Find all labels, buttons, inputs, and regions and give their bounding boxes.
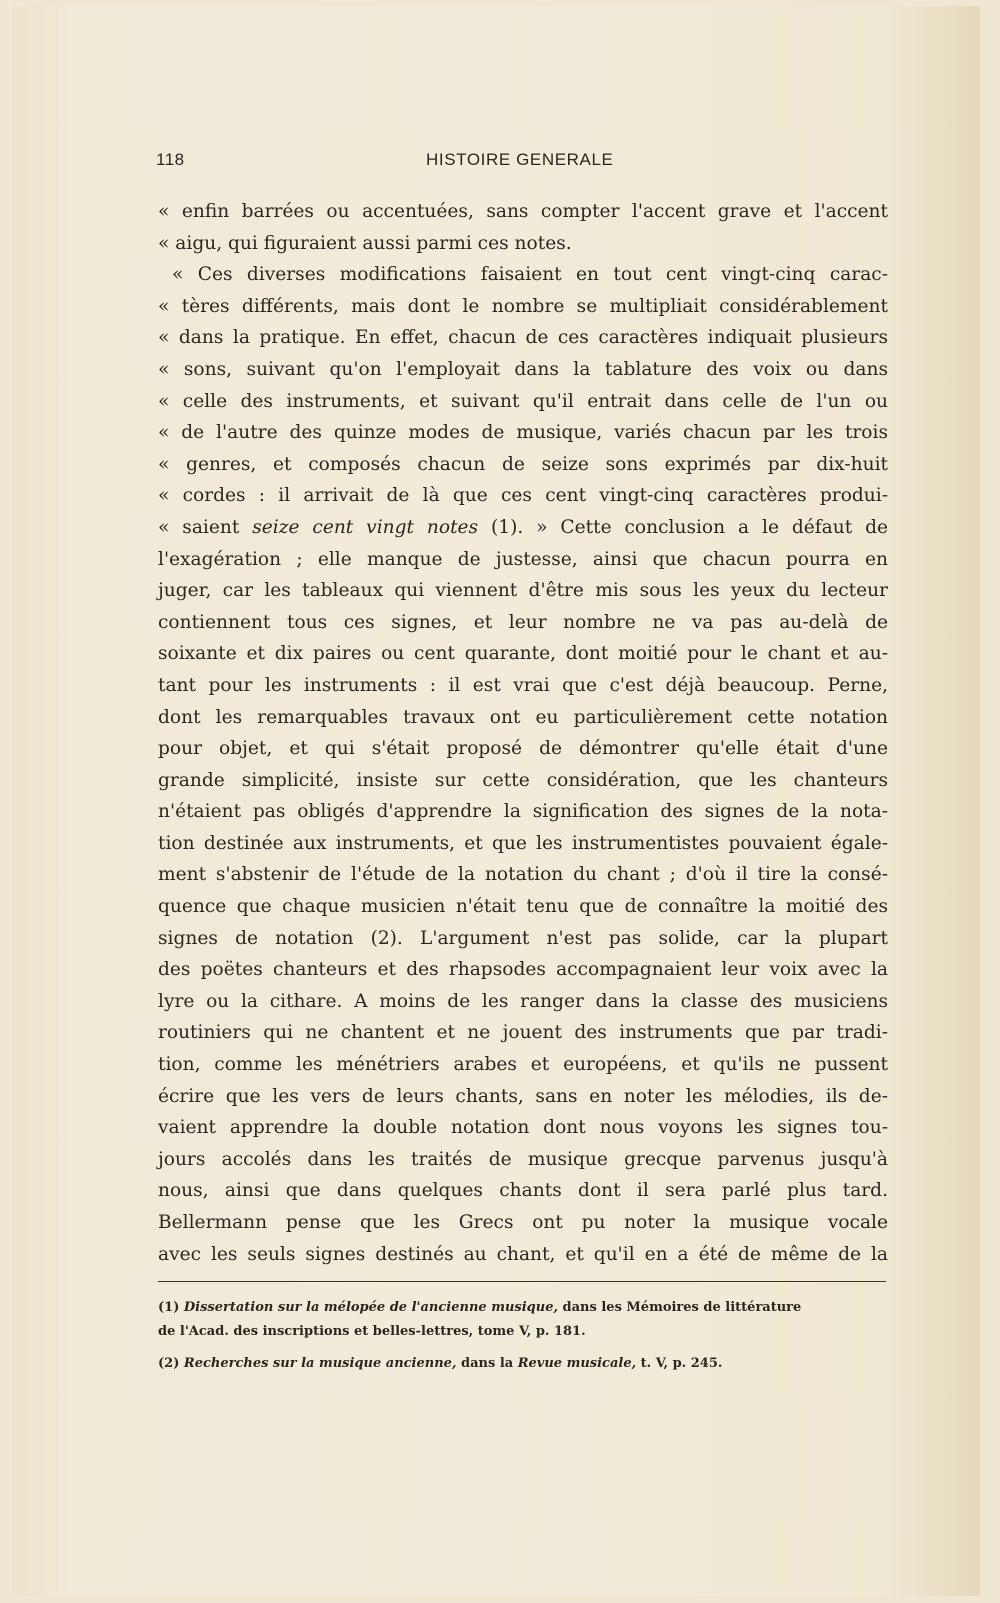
footnotes [158,1296,888,1376]
text-line: tant pour les instruments : il est vrai que c'est déjà beaucoup. Perne, [158,674,888,696]
footnote-text: t. V, p. 245. [640,1356,723,1371]
footnote-text: dans la [461,1356,514,1371]
text-line: écrire que les vers de leurs chants, sans en noter les mélodies, ils de- [158,1085,888,1107]
text-line: « aigu, qui figuraient aussi parmi ces notes. [158,232,572,254]
footnote-title: Recherches sur la musique ancienne, [183,1356,457,1371]
text-line: « cordes : il arrivait de là que ces cent vingt-cinq caractères produi- [158,485,888,507]
footnote-2 [158,1352,888,1376]
text-line: soixante et dix paires ou cent quarante, dont moitié pour le chant et au- [158,643,888,665]
text-line: « enfin barrées ou accentuées, sans compter l'accent grave et l'accent [158,201,888,222]
text-line: jours accolés dans les traités de musique grecque parvenus jusqu'à [158,1148,888,1170]
text-line-with-emphasis [158,512,888,544]
footnote-gap [158,1344,888,1352]
text-line: « celle des instruments, et suivant qu'il entrait dans celle de l'un ou [158,390,888,412]
footnote-marker: (1) [158,1300,180,1315]
footnote-text: dans les Mémoires de littérature [562,1300,802,1315]
footnote-journal: Revue musicale, [517,1356,637,1371]
text-line: tion destinée aux instruments, et que les instrumentistes pouvaient égale- [158,832,888,854]
text-line: « genres, et composés chacun de seize sons exprimés par dix-huit [158,453,888,475]
footnote-marker: (2) [158,1356,180,1371]
text-line: grande simplicité, insiste sur cette considération, que les chanteurs [158,769,888,791]
text-line: lyre ou la cithare. A moins de les ranger dans la classe des musiciens [158,990,888,1012]
page-number: 118 [156,150,185,169]
text-line: contiennent tous ces signes, et leur nombre ne va pas au-delà de [158,611,888,633]
text-line: dont les remarquables travaux ont eu particulièrement cette notation [158,706,888,728]
text-line: vaient apprendre la double notation dont nous voyons les signes tou- [158,1117,888,1139]
text-line: routiniers qui ne chantent et ne jouent des instruments que par tradi- [158,1022,888,1044]
text-line: l'exagération ; elle manque de justesse, ainsi que chacun pourra en [158,548,888,570]
footnote-1 [158,1296,888,1320]
text-line: « sons, suivant qu'on l'employait dans la tablature des voix ou dans [158,358,888,380]
footnote-title: Dissertation sur la mélopée de l'ancienne musique, [183,1300,559,1315]
text-line: tion, comme les ménétriers arabes et européens, et qu'ils ne pussent [158,1054,888,1076]
text-line: pour objet, et qui s'était proposé de démontrer qu'elle était d'une [158,738,888,760]
text-segment: « saient [158,516,240,538]
text-line: nous, ainsi que dans quelques chants dont il sera parlé plus tard. [158,1180,888,1202]
footnote-1-continuation: de l'Acad. des inscriptions et belles-lettres, tome V, p. 181. [158,1324,586,1339]
running-head: HISTOIRE GENERALE [426,150,614,169]
text-line: « de l'autre des quinze modes de musique, variés chacun par les trois [158,422,888,444]
text-line: « tères différents, mais dont le nombre se multipliait considérablement [158,295,888,317]
text-line: ment s'abstenir de l'étude de la notation du chant ; d'où il tire la consé- [158,864,888,886]
text-line: Bellermann pense que les Grecs ont pu noter la musique vocale [158,1212,888,1233]
footnote-rule [158,1281,886,1282]
text-segment: (1). » Cette conclusion a le défaut de [491,516,888,538]
text-line: juger, car les tableaux qui viennent d'être mis sous les yeux du lecteur [158,580,888,602]
text-line: des poëtes chanteurs et des rhapsodes accompagnaient leur voix avec la [158,959,888,981]
text-line: « dans la pratique. En effet, chacun de ces caractères indiquait plusieurs [158,327,888,349]
page-header [156,150,886,178]
text-line: avec les seuls signes destinés au chant, et qu'il en a été de même de la [158,1243,888,1265]
text-line: « Ces diverses modifications faisaient en tout cent vingt-cinq carac- [172,264,888,286]
text-line: signes de notation (2). L'argument n'est pas solide, car la plupart [158,927,888,949]
emphasized-phrase: seize cent vingt notes [252,516,479,538]
text-line: quence que chaque musicien n'était tenu que de connaître la moitié des [158,896,888,918]
body-text [158,196,888,1270]
text-line: n'étaient pas obligés d'apprendre la signification des signes de la nota- [158,801,888,823]
